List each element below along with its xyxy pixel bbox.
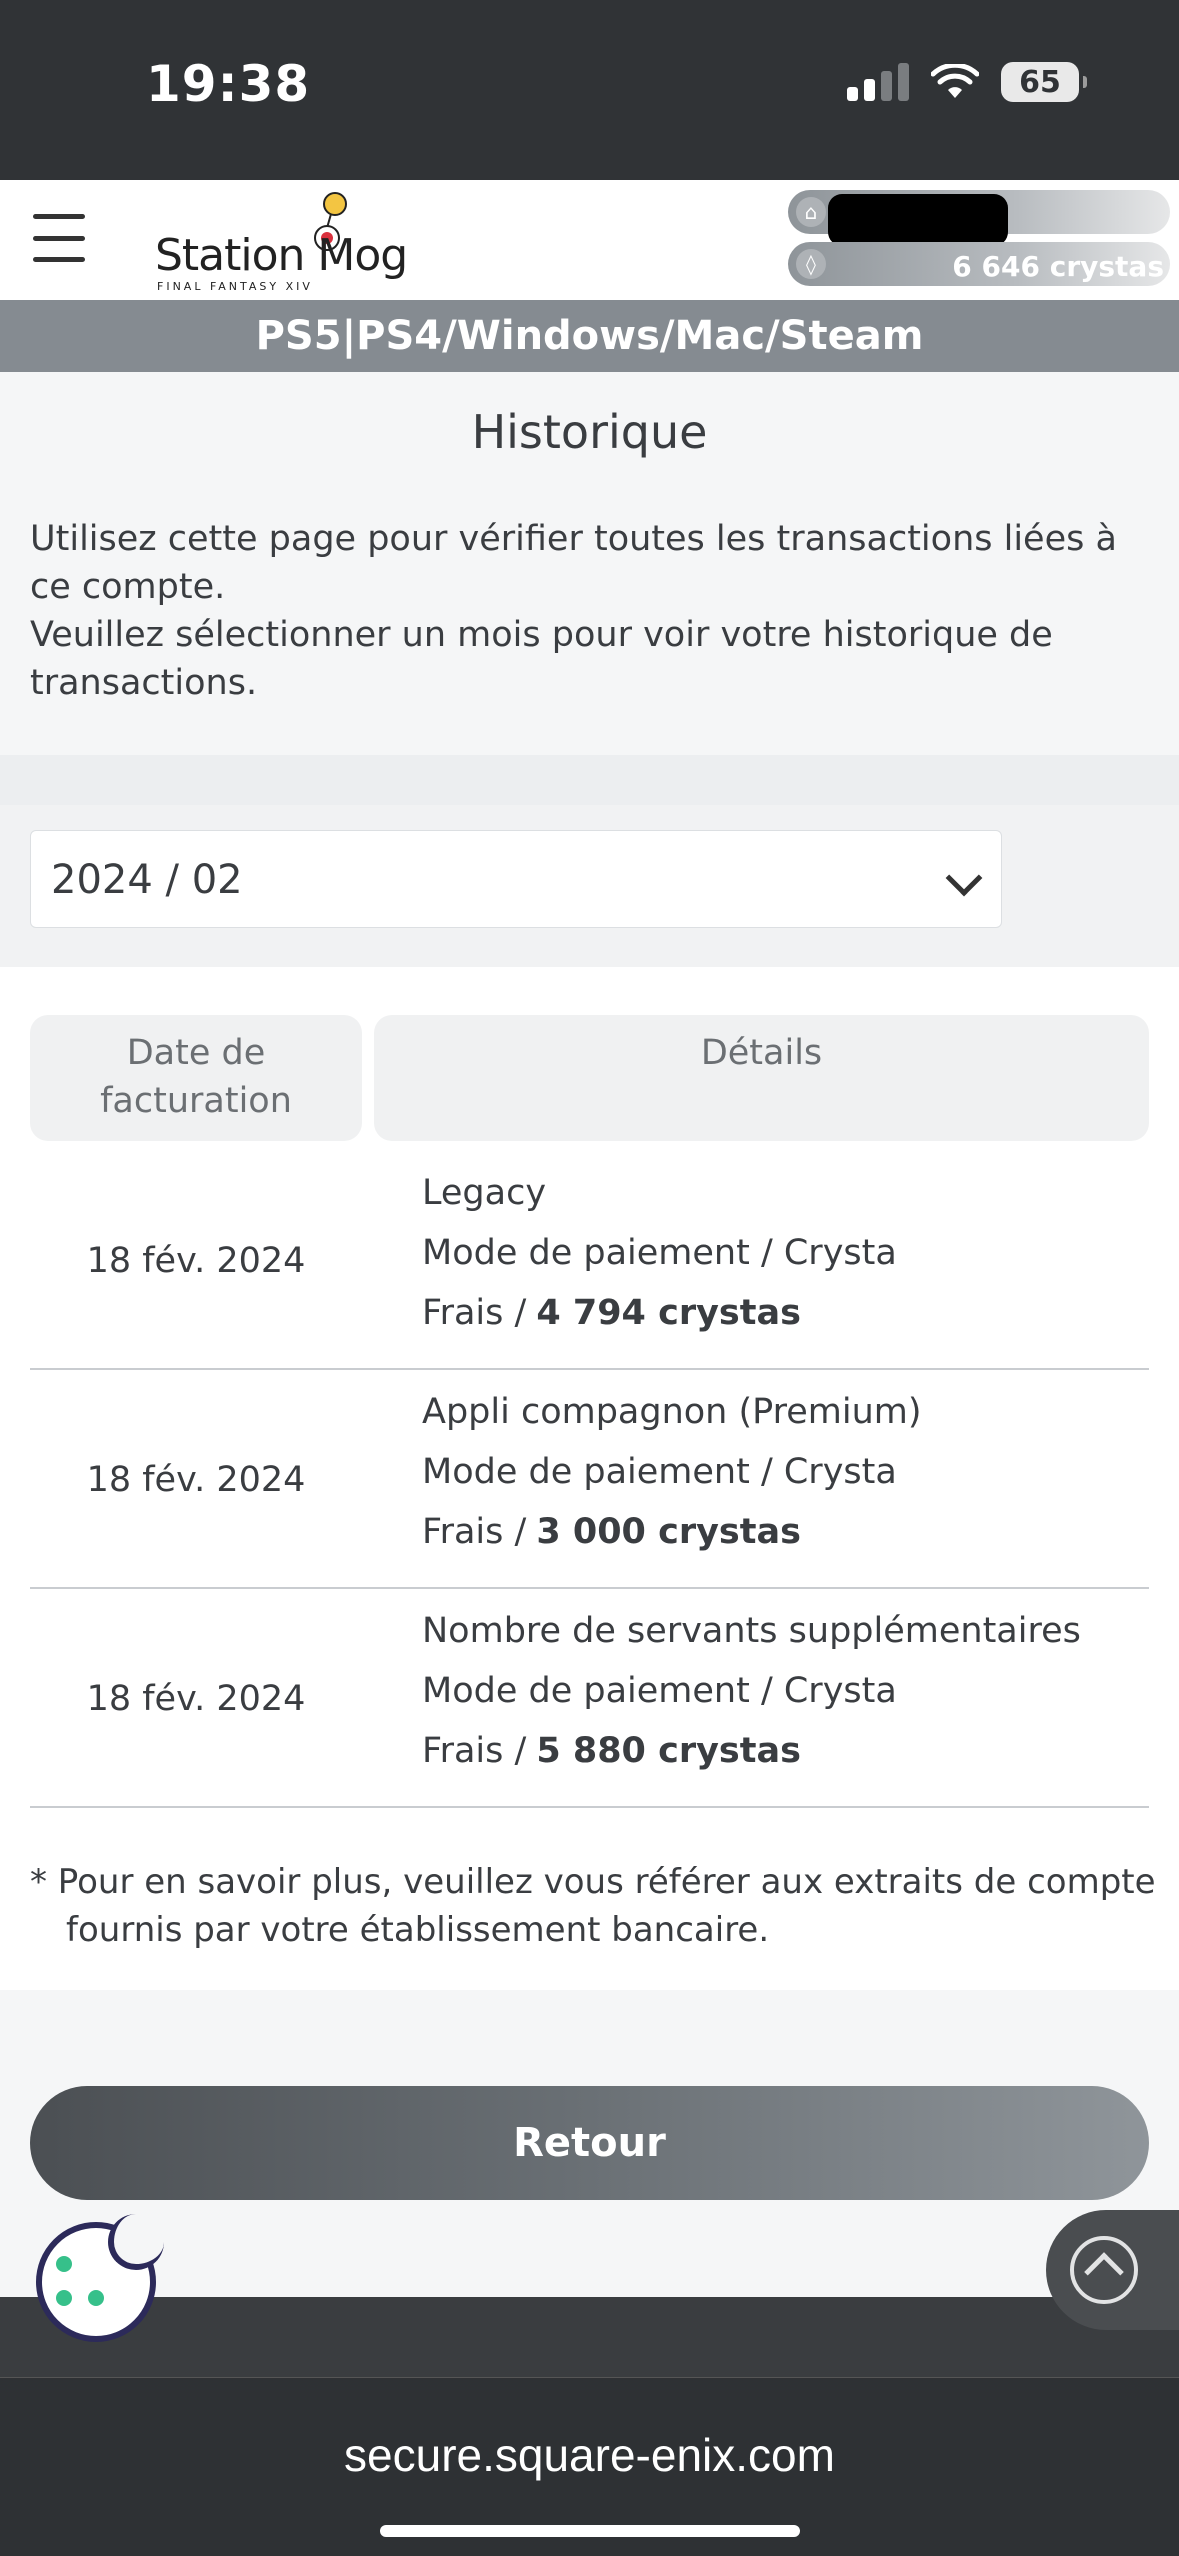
fee-label: Frais / <box>422 1293 527 1333</box>
crystas-bar <box>788 242 1170 286</box>
transaction-payment: Mode de paiement / Crysta <box>422 1671 897 1711</box>
intro-line-2: Veuillez sélectionner un mois pour voir votre historique de transactions. <box>30 615 1053 703</box>
fee-label: Frais / <box>422 1512 527 1552</box>
site-footer <box>0 2297 1179 2377</box>
transaction-date: 18 fév. 2024 <box>86 1240 306 1281</box>
page-intro <box>30 515 1160 707</box>
redacted-username <box>828 194 1008 246</box>
month-select[interactable] <box>30 830 1002 928</box>
transaction-payment: Mode de paiement / Crysta <box>422 1452 897 1492</box>
platform-banner: PS5|PS4/Windows/Mac/Steam <box>0 300 1179 372</box>
account-panel[interactable] <box>788 190 1170 290</box>
chevron-down-icon <box>946 860 983 897</box>
browser-url[interactable]: secure.square-enix.com <box>344 2429 835 2481</box>
transaction-row <box>30 1151 1149 1370</box>
transaction-item: Nombre de servants supplémentaires <box>422 1611 1081 1651</box>
transaction-fee <box>422 1512 801 1552</box>
menu-icon[interactable] <box>33 214 85 262</box>
note-line-1: * Pour en savoir plus, veuillez vous référer aux extraits de compte <box>30 1862 1156 1902</box>
transaction-fee <box>422 1293 801 1333</box>
transaction-item: Legacy <box>422 1173 547 1213</box>
scroll-to-top-button[interactable] <box>1046 2210 1179 2330</box>
fee-value: 3 000 crystas <box>536 1512 801 1552</box>
transaction-payment: Mode de paiement / Crysta <box>422 1233 897 1273</box>
column-header-date: Date de facturation <box>30 1015 362 1141</box>
home-indicator <box>380 2525 800 2537</box>
intro-line-1: Utilisez cette page pour vérifier toutes les transactions liées à ce compte. <box>30 519 1117 607</box>
bank-statement-note <box>30 1858 1160 1954</box>
station-mog-logo[interactable] <box>155 190 435 294</box>
logo-wordmark: Station Mog <box>155 230 408 281</box>
status-time: 19:38 <box>146 55 311 113</box>
cookie-settings-icon[interactable] <box>36 2222 156 2342</box>
user-icon: ⌂ <box>796 197 826 227</box>
account-name-bar <box>788 190 1170 234</box>
logo-subtext: FINAL FANTASY XIV <box>157 280 313 293</box>
transaction-date: 18 fév. 2024 <box>86 1459 306 1500</box>
site-header <box>0 180 1179 300</box>
fee-value: 5 880 crystas <box>536 1731 801 1771</box>
fee-value: 4 794 crystas <box>536 1293 801 1333</box>
transaction-item: Appli compagnon (Premium) <box>422 1392 922 1432</box>
status-bar <box>0 0 1179 180</box>
note-line-2: fournis par votre établissement bancaire. <box>66 1910 770 1950</box>
column-header-details: Détails <box>374 1015 1149 1141</box>
crysta-icon: ◊ <box>796 249 826 279</box>
transaction-row <box>30 1589 1149 1808</box>
month-select-value: 2024 / 02 <box>51 857 243 903</box>
transaction-fee <box>422 1731 801 1771</box>
browser-address-bar[interactable] <box>0 2377 1179 2556</box>
transactions-section <box>0 967 1179 1990</box>
cellular-signal-icon <box>847 63 909 101</box>
page-title: Historique <box>471 405 708 459</box>
fee-label: Frais / <box>422 1731 527 1771</box>
back-button[interactable]: Retour <box>30 2086 1149 2200</box>
battery-level: 65 <box>1019 64 1061 100</box>
crystas-balance: 6 646 crystas <box>952 250 1164 283</box>
wifi-icon <box>931 64 979 100</box>
battery-icon <box>1001 62 1079 102</box>
transaction-date: 18 fév. 2024 <box>86 1678 306 1719</box>
transaction-row <box>30 1370 1149 1589</box>
section-divider <box>0 755 1179 805</box>
status-icons <box>847 62 1079 102</box>
